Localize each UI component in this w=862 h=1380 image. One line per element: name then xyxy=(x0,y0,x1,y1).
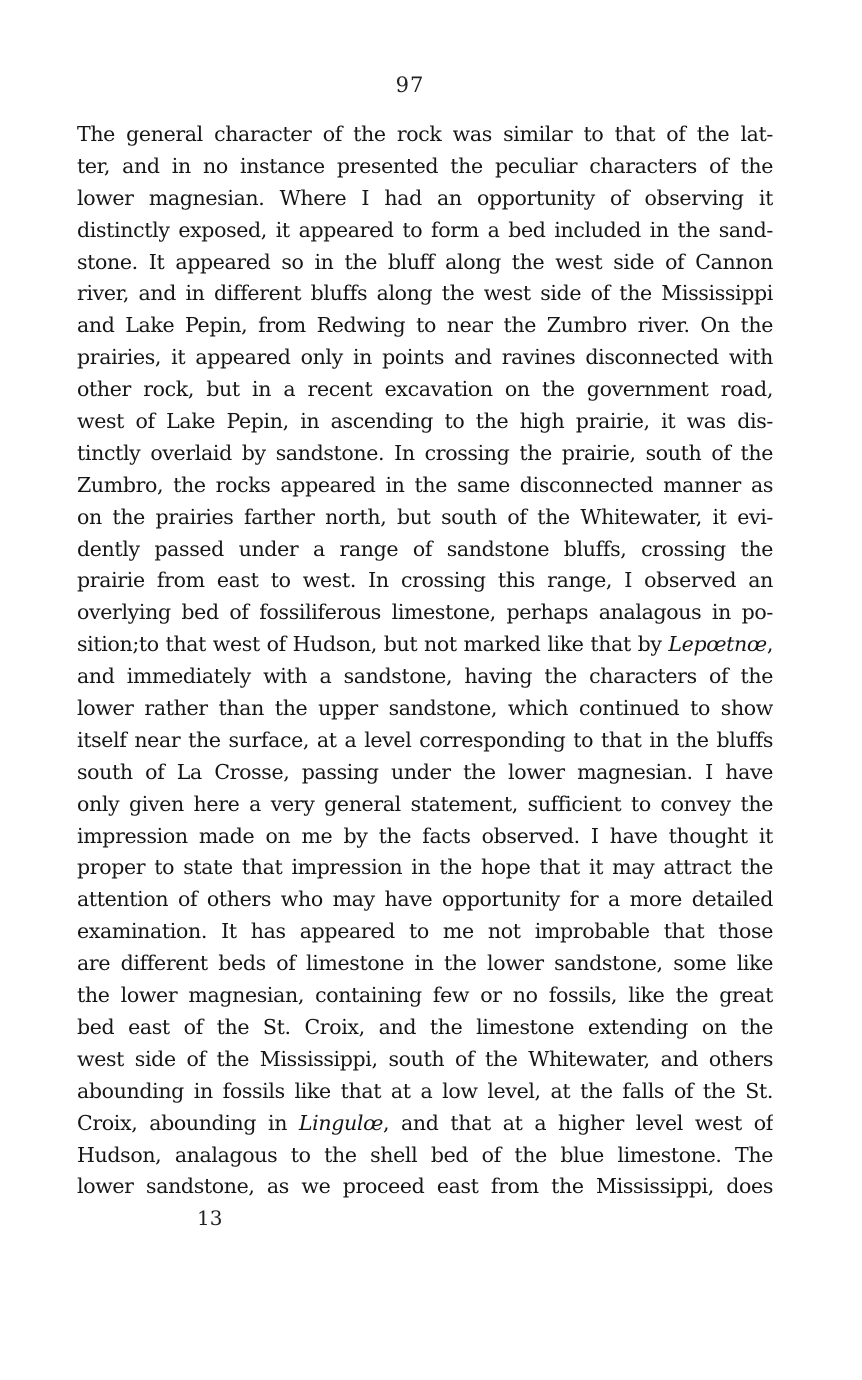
text-line: prairie from east to west. In crossing this range, I observed an xyxy=(77,568,773,593)
text-line: The general character of the rock was similar to that of the lat- xyxy=(77,122,773,146)
text-line: on the prairies farther north, but south of the Whitewater, it evi- xyxy=(77,504,773,529)
text-line: attention of others who may have opportunity for a more detailed xyxy=(77,887,773,912)
text-line: west of Lake Pepin, in ascending to the high prairie, it was dis- xyxy=(77,409,773,434)
text-line: overlying bed of fossiliferous limestone, perhaps analagous in po- xyxy=(77,600,773,625)
text-line: and immediately with a sandstone, having the characters of the xyxy=(77,664,773,689)
text-line: lower sandstone, as we proceed east from the Mississippi, does xyxy=(77,1174,773,1199)
text-line: impression made on me by the facts observed. I have thought it xyxy=(77,823,773,848)
text-line: itself near the surface, at a level corresponding to that in the bluffs xyxy=(77,727,773,752)
text-line: only given here a very general statement, sufficient to convey the xyxy=(77,791,773,816)
page-number: 97 xyxy=(395,73,425,97)
text-line: examination. It has appeared to me not improbable that those xyxy=(77,919,773,944)
italic-term: Lingulœ xyxy=(298,1110,383,1135)
text-line: prairies, it appeared only in points and ravines disconnected with xyxy=(77,345,773,370)
body-text xyxy=(77,119,773,1203)
text-line: south of La Crosse, passing under the lower magnesian. I have xyxy=(77,759,773,784)
text-line: stone. It appeared so in the bluff along the west side of Cannon xyxy=(77,249,773,274)
line-text: sition;to that west of Hudson, but not marked like that by xyxy=(77,632,669,657)
line-text: , and that at a higher level west of xyxy=(383,1110,773,1135)
italic-term: Lepœtnœ xyxy=(668,632,767,657)
text-line: abounding in fossils like that at a low level, at the falls of the St. xyxy=(77,1078,773,1103)
text-line: proper to state that impression in the hope that it may attract the xyxy=(77,855,773,880)
text-line: and Lake Pepin, from Redwing to near the Zumbro river. On the xyxy=(77,313,773,338)
text-line: the lower magnesian, containing few or no fossils, like the great xyxy=(77,983,773,1008)
text-line: Hudson, analagous to the shell bed of the blue limestone. The xyxy=(77,1142,773,1167)
text-line: bed east of the St. Croix, and the limestone extending on the xyxy=(77,1014,773,1039)
text-line xyxy=(77,1108,773,1140)
signature-mark: 13 xyxy=(197,1206,223,1230)
text-line: tinctly overlaid by sandstone. In crossing the prairie, south of the xyxy=(77,440,773,465)
text-line: ter, and in no instance presented the peculiar characters of the xyxy=(77,153,773,178)
text-line: dently passed under a range of sandstone bluffs, crossing the xyxy=(77,536,773,561)
text-line: river, and in different bluffs along the west side of the Mississippi xyxy=(77,281,773,306)
line-text: , xyxy=(766,632,773,657)
text-line: are different beds of limestone in the lower sandstone, some like xyxy=(77,951,773,976)
text-line: west side of the Mississippi, south of the Whitewater, and others xyxy=(77,1046,773,1071)
text-line: Zumbro, the rocks appeared in the same disconnected manner as xyxy=(77,472,773,497)
text-line xyxy=(77,629,773,661)
text-line: lower rather than the upper sandstone, which continued to show xyxy=(77,696,773,721)
text-line: distinctly exposed, it appeared to form a bed included in the sand- xyxy=(77,217,773,242)
text-line: lower magnesian. Where I had an opportunity of observing it xyxy=(77,185,773,210)
text-line: other rock, but in a recent excavation on the government road, xyxy=(77,377,773,402)
line-text: Croix, abounding in xyxy=(77,1110,299,1135)
